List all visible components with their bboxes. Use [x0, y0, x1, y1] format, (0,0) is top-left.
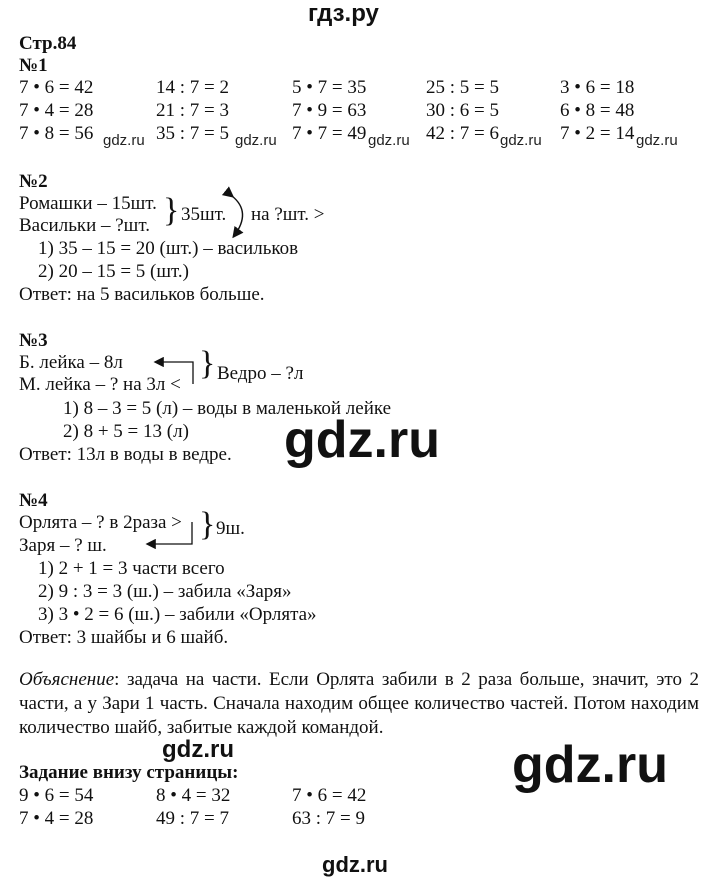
task-1-cell: 6 • 8 = 48 — [560, 100, 635, 121]
watermark-small: gdz.ru — [235, 132, 277, 149]
task-2-brace: } — [163, 192, 180, 229]
bottom-task-cell: 63 : 7 = 9 — [292, 808, 365, 829]
task-1-cell: 7 • 7 = 49 — [292, 123, 367, 144]
task-3-answer: Ответ: 13л в воды в ведре. — [19, 444, 232, 465]
task-4-brace: } — [199, 506, 216, 543]
task-1-cell: 7 • 9 = 63 — [292, 100, 367, 121]
task-1-cell: 21 : 7 = 3 — [156, 100, 229, 121]
watermark-small: gdz.ru — [636, 132, 678, 149]
bottom-task-cell: 8 • 4 = 32 — [156, 785, 231, 806]
task-4-answer: Ответ: 3 шайбы и 6 шайб. — [19, 627, 229, 648]
bottom-task-cell: 7 • 4 = 28 — [19, 808, 94, 829]
bottom-task-cell: 49 : 7 = 7 — [156, 808, 229, 829]
task-2-total: 35шт. — [181, 204, 227, 225]
task-4-label: №4 — [19, 490, 48, 511]
task-3-step-2: 2) 8 + 5 = 13 (л) — [63, 421, 189, 442]
task-2-compare: на ?шт. > — [251, 204, 325, 225]
task-1-label: №1 — [19, 55, 48, 76]
task-1-cell: 25 : 5 = 5 — [426, 77, 499, 98]
task-4-line-1: Орлята – ? в 2раза > — [19, 512, 182, 533]
task-3-bucket: Ведро – ?л — [217, 363, 304, 384]
task-1-cell: 7 • 4 = 28 — [19, 100, 94, 121]
task-3-brace: } — [199, 345, 216, 382]
task-3-arrow-icon — [156, 362, 193, 384]
explanation-text: : задача на части. Если Орлята забили в 2 раза больше, значит, это 2 части, а у Зари 1 часть. Сначала находим общее количество частей. Потом находим количество шайб, забитые каждой командой. — [19, 669, 699, 738]
site-logo[interactable]: гдз.ру — [308, 0, 379, 27]
task-2-label: №2 — [19, 171, 48, 192]
bottom-task-title: Задание внизу страницы: — [19, 762, 239, 783]
watermark-small: gdz.ru — [368, 132, 410, 149]
task-1-cell: 14 : 7 = 2 — [156, 77, 229, 98]
watermark-footer: gdz.ru — [322, 852, 388, 877]
task-4-line-2: Заря – ? ш. — [19, 535, 107, 556]
task-4-step-1: 1) 2 + 1 = 3 части всего — [38, 558, 225, 579]
task-4-step-2: 2) 9 : 3 = 3 (ш.) – забила «Заря» — [38, 581, 292, 602]
task-2-answer: Ответ: на 5 васильков больше. — [19, 284, 265, 305]
task-2-arrow-icon — [232, 196, 243, 236]
watermark-small: gdz.ru — [500, 132, 542, 149]
task-3-line-2: М. лейка – ? на 3л < — [19, 374, 181, 395]
task-2-step-2: 2) 20 – 15 = 5 (шт.) — [38, 261, 189, 282]
bottom-task-cell: 7 • 6 = 42 — [292, 785, 367, 806]
task-2-line-2: Васильки – ?шт. — [19, 215, 150, 236]
task-1-cell: 7 • 2 = 14 — [560, 123, 635, 144]
task-4-step-3: 3) 3 • 2 = 6 (ш.) – забили «Орлята» — [38, 604, 317, 625]
task-3-step-1: 1) 8 – 3 = 5 (л) – воды в маленькой лейке — [63, 398, 392, 419]
task-2-line-1: Ромашки – 15шт. — [19, 193, 157, 214]
bottom-task-cell: 9 • 6 = 54 — [19, 785, 94, 806]
task-2-step-1: 1) 35 – 15 = 20 (шт.) – васильков — [38, 238, 299, 259]
task-1-cell: 7 • 6 = 42 — [19, 77, 94, 98]
task-4-total: 9ш. — [216, 518, 245, 539]
watermark-large: gdz.ru — [512, 736, 668, 794]
task-1-cell: 7 • 8 = 56 — [19, 123, 94, 144]
watermark-large: gdz.ru — [284, 411, 440, 469]
task-1-cell: 30 : 6 = 5 — [426, 100, 499, 121]
page-title: Стр.84 — [19, 33, 77, 54]
task-3-line-1: Б. лейка – 8л — [19, 352, 123, 373]
task-1-cell: 42 : 7 = 6 — [426, 123, 499, 144]
task-1-cell: 5 • 7 = 35 — [292, 77, 367, 98]
task-1-cell: 35 : 7 = 5 — [156, 123, 229, 144]
watermark-medium: gdz.ru — [162, 736, 234, 763]
explanation-label: Объяснение — [19, 669, 115, 690]
task-1-cell: 3 • 6 = 18 — [560, 77, 635, 98]
task-4-arrow-icon — [148, 522, 192, 544]
watermark-small: gdz.ru — [103, 132, 145, 149]
task-3-label: №3 — [19, 330, 48, 351]
